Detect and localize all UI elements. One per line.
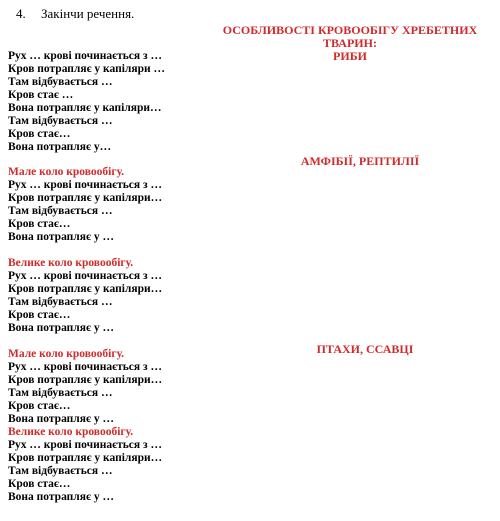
task-header <box>16 6 134 22</box>
sentence-line: Рух … крові починається з … <box>8 361 163 373</box>
title-fish-line1: ОСОБЛИВОСТІ КРОВООБІГУ ХРЕБЕТНИХ ТВАРИН: <box>222 23 478 50</box>
sentence-line: Кров потрапляє у капіляри… <box>8 374 163 386</box>
sentence-line: Кров потрапляє у капіляри… <box>8 192 163 204</box>
task-number: 4. <box>16 6 26 21</box>
sentence-line: Кров стає … <box>8 89 74 101</box>
task-text: Закінчи речення. <box>41 6 135 21</box>
sentence-line: Кров потрапляє у капіляри… <box>8 283 163 295</box>
sentence-line: Кров потрапляє у капіляри … <box>8 63 166 75</box>
sentence-line: Вона потрапляє у … <box>8 231 114 243</box>
amph-small-block <box>8 166 208 244</box>
birds-large-block <box>8 426 208 504</box>
title-fish-line2: РИБИ <box>333 49 367 63</box>
title-amphibians: АМФІБІЇ, РЕПТИЛІЇ <box>300 154 420 168</box>
title-birds: ПТАХИ, ССАВЦІ <box>316 342 414 356</box>
sentences-column <box>8 50 208 504</box>
sentence-line: Вона потрапляє у … <box>8 322 114 334</box>
sentence-line: Рух … крові починається з … <box>8 179 163 191</box>
sentence-line: Кров стає… <box>8 309 71 321</box>
sentence-line: Вона потрапляє у… <box>8 141 112 153</box>
sentence-line: Вона потрапляє у … <box>8 491 114 503</box>
sentence-line: Там відбувається … <box>8 76 113 88</box>
fish-block <box>8 50 208 154</box>
sentence-line: Вона потрапляє у капіляри… <box>8 102 162 114</box>
amph-large-block <box>8 257 208 335</box>
sentence-line: Рух … крові починається з … <box>8 50 163 62</box>
sentence-line: Вона потрапляє у … <box>8 413 114 425</box>
sentence-line: Кров стає… <box>8 128 71 140</box>
sentence-line: Кров стає… <box>8 218 71 230</box>
birds-small-block <box>8 348 208 426</box>
sentence-line: Кров потрапляє у капіляри… <box>8 452 163 464</box>
section-heading: Мале коло кровообігу. <box>8 166 125 178</box>
sentence-line: Там відбувається … <box>8 296 113 308</box>
sentence-line: Кров стає… <box>8 478 71 490</box>
sentence-line: Рух … крові починається з … <box>8 270 163 282</box>
sentence-line: Там відбувається … <box>8 387 113 399</box>
sentence-line: Там відбувається … <box>8 115 113 127</box>
sentence-line: Там відбувається … <box>8 465 113 477</box>
section-heading: Велике коло кровообігу. <box>8 257 134 269</box>
sentence-line: Кров стає… <box>8 400 71 412</box>
sentence-line: Рух … крові починається з … <box>8 439 163 451</box>
section-heading: Велике коло кровообігу. <box>8 426 134 438</box>
title-fish <box>205 24 495 63</box>
sentence-line: Там відбувається … <box>8 205 113 217</box>
section-heading: Мале коло кровообігу. <box>8 348 125 360</box>
